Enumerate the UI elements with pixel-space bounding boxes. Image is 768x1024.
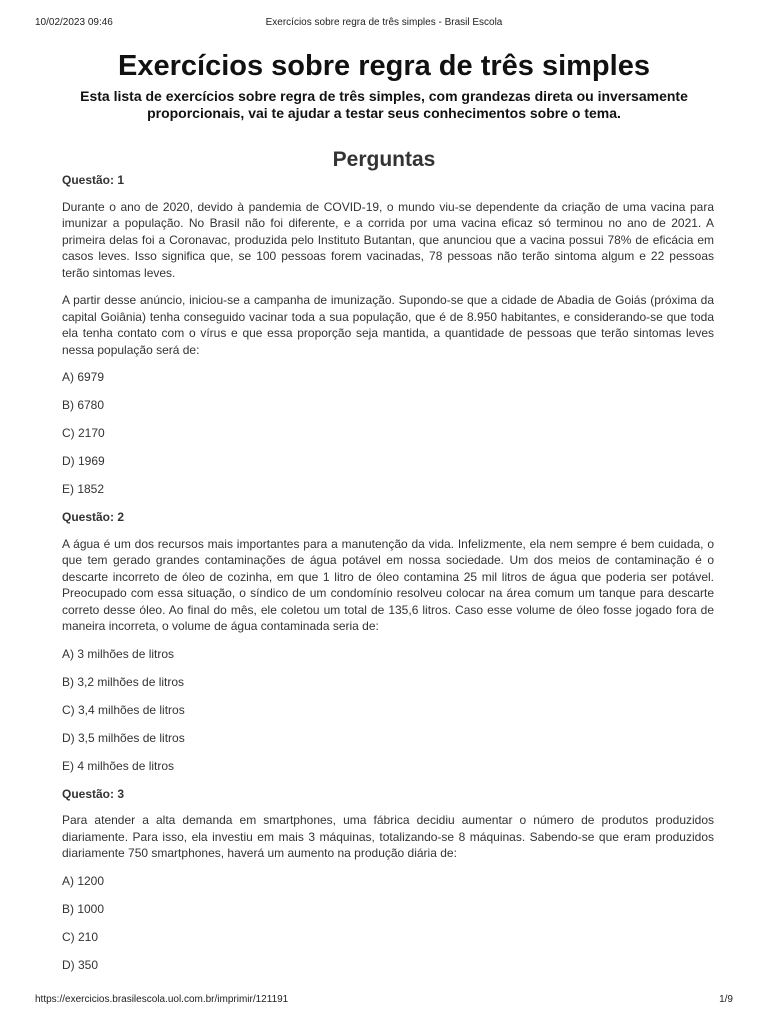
answer-option: C) 2170 (62, 426, 105, 440)
answer-option: D) 1969 (62, 454, 105, 468)
page-number: 1/9 (719, 994, 733, 1005)
question-2 (62, 509, 714, 774)
question-paragraph: A água é um dos recursos mais importantes para a manutenção da vida. Infelizmente, ela nem sempre é bem cuidada, o que tem gerado grandes contaminações de água potável em nossa sociedade. Um dos meios de contaminação é o descarte incorreto de óleo de cozinha, em que 1 litro de óleo contamina 25 mil litros de água que poderia ser potável. Preocupado com essa situação, o síndico de um condomínio resolveu colocar na área comum um tanque para descarte correto desse óleo. Ao final do mês, ele coletou um total de 135,6 litros. Caso esse volume de óleo fosse jogado fora de maneira incorreta, o volume de água contaminada seria de: (62, 536, 714, 633)
answer-option: A) 3 milhões de litros (62, 646, 175, 661)
question-3 (62, 786, 714, 974)
question-paragraph: A partir desse anúncio, iniciou-se a campanha de imunização. Supondo-se que a cidade de Abadia de Goiás (próxima da capital Goiânia) tenha conseguido vacinar toda a sua população, que é de 8.950 habitantes, e considerando-se que toda ela tenha contato com o vírus e que essa proporção seja mantida, a quantidade de pessoas que terão sintomas leves nessa população será de: (62, 293, 714, 357)
print-document-title: Exercícios sobre regra de três simples - Brasil Escola (265, 17, 503, 28)
section-title: Perguntas (332, 148, 436, 171)
answer-option: B) 1000 (62, 901, 105, 916)
question-1 (62, 172, 714, 498)
answer-option: E) 1852 (62, 482, 105, 496)
answer-option: D) 3,5 milhões de litros (62, 730, 185, 745)
page-subtitle: Esta lista de exercícios sobre regra de três simples, com grandezas direta ou inversamente proporcionais, vai te ajudar a testar seus conhecimentos sobre o tema. (80, 88, 688, 121)
question-label: Questão: 2 (62, 510, 125, 524)
answer-option: C) 3,4 milhões de litros (62, 702, 185, 717)
answer-option: B) 6780 (62, 398, 105, 412)
question-paragraph: Durante o ano de 2020, devido à pandemia de COVID-19, o mundo viu-se dependente da criação de uma vacina para imunizar a população. No Brasil não foi diferente, e a corrida por uma vacina eficaz só terminou no ano de 2021. A primeira delas foi a Coronavac, produzida pelo Instituto Butantan, que anunciou que a vacina possui 78% de eficácia em casos leves. Isso significa que, se 100 pessoas forem vacinadas, 78 pessoas não terão sintoma algum e 22 pessoas terão sintomas leves. (62, 199, 714, 280)
question-label: Questão: 1 (62, 173, 125, 187)
print-datetime: 10/02/2023 09:46 (35, 17, 113, 28)
print-url: https://exercicios.brasilescola.uol.com.br/imprimir/121191 (35, 994, 289, 1005)
page-title: Exercícios sobre regra de três simples (118, 50, 650, 82)
answer-option: B) 3,2 milhões de litros (62, 674, 185, 689)
question-label: Questão: 3 (62, 786, 125, 801)
question-paragraph: Para atender a alta demanda em smartphones, uma fábrica decidiu aumentar o número de produtos produzidos diariamente. Para isso, ela investiu em mais 3 máquinas, totalizando-se 8 máquinas. Sabendo-se que eram produzidos diariamente 750 smartphones, haverá um aumento na produção diária de: (62, 813, 714, 860)
print-footer (35, 994, 733, 1008)
answer-option: E) 4 milhões de litros (62, 758, 175, 773)
answer-option: A) 1200 (62, 873, 105, 888)
print-header (35, 17, 733, 31)
answer-option: D) 350 (62, 957, 99, 972)
answer-option: A) 6979 (62, 370, 105, 384)
answer-option: C) 210 (62, 929, 99, 944)
questions-list (62, 172, 714, 985)
